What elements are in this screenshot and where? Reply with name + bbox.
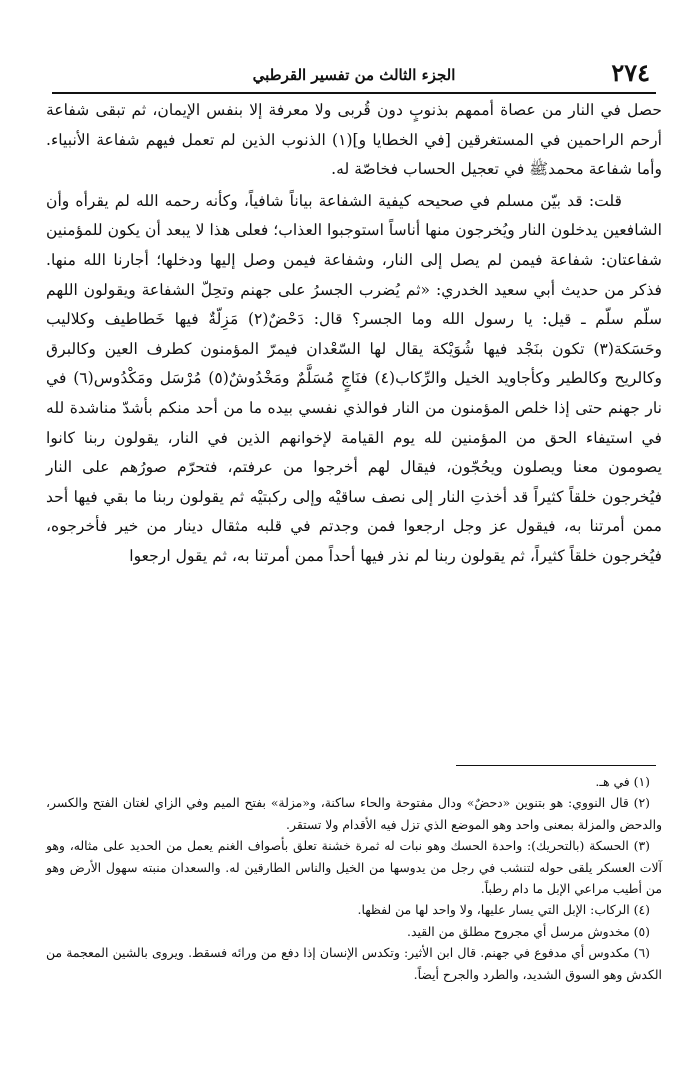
running-title: الجزء الثالث من تفسير القرطبي bbox=[252, 66, 456, 84]
footnote-5: (٥) مخدوش مرسل أي مجروح مطلق من القيد. bbox=[407, 923, 650, 939]
paragraph-2: قلت: قد بيّن مسلم في صحيحه كيفية الشفاعة بياناً شافياً، وكأنه رحمه الله لم يقرأه وأن الشافعين يدخلون النار ويُخرجون منها أناساً استوجبوا العذاب؛ فعلى هذا لا يبعد أن يكون للمؤمنين شفاعتان: شفاعة فيمن لم يصل إلى النار، وشفاعة فيمن وصل إليها ودخلها؛ أجارنا الله منها. فذكر من حديث أبي سعيد الخدري: «ثم يُضرب الجسرُ على جهنم وتحِلّ الشفاعة ويقولون اللهم سلّم سلّم ـ قيل: يا رسول الله وما الجسر؟ قال: دَحْضٌ(٢) مَزِلّةٌ فيها خَطاطيف وكلاليب وحَسَكة(٣) تكون بنَجْد فيها شُوَيْكة يقال لها السّعْدان فيمرّ المؤمنون كطرف العين وكالبرق وكالريح وكالطير وكأجاويد الخيل والرِّكاب(٤) فنَاجٍ مُسَلَّمٌ ومَخْدُوشٌ(٥) مُرْسَل ومَكْدُوس(٦) في نار جهنم حتى إذا خلص المؤمنون من النار فوالذي نفسي بيده ما من أحد منكم بأشدّ مناشدة لله في استيفاء الحق من المؤمنين لله يوم القيامة لإخوانهم الذين في النار، يقولون ربنا كانوا يصومون معنا ويصلون ويحُجّون، فيقال لهم أخرجوا من عرفتم، فتحرّم صورُهم على النار فيُخرجون خلقاً كثيراً قد أخذتِ النار إلى نصف ساقيْه وإلى ركبتيْه ثم يقولون ربنا ما بقي فيها أحد ممن أمرتنا به، فيقول عز وجل ارجعوا فمن وجدتم في قلبه مثقال دينار من خير فأخرجوه، فيُخرجون خلقاً كثيراً، ثم يقولون ربنا لم نذر فيها أحداً ممن أمرتنا به، ثم يقول ارجعوا bbox=[46, 191, 663, 565]
footnote-1: (١) في هـ. bbox=[595, 774, 650, 789]
footnote-6: (٦) مكدوس أي مدفوع في جهنم. قال ابن الأثير: وتكدس الإنسان إذا دفع من ورائه فسقط. ويروى بالشين المعجمة من الكدش وهو السوق الشديد، والطرد والجرح أيضاً. bbox=[46, 945, 662, 982]
page-number: ٢٧٤ bbox=[611, 58, 650, 87]
main-text bbox=[46, 96, 662, 572]
paragraph-1: حصل في النار من عصاة أممهم بذنوبٍ دون قُربى ولا معرفة إلا بنفس الإيمان، ثم تبقى شفاعة أرحم الراحمين في المستغرقين [في الخطايا و](١) الذنوب الذين لم تعمل فيهم شفاعة الأنبياء. وأما شفاعة محمدﷺ في تعجيل الحساب فخاصّة له. bbox=[46, 101, 662, 179]
footnote-3: (٣) الحسكة (بالتحريك): واحدة الحسك وهو نبات له ثمرة خشنة تعلق بأصواف الغنم يعمل من الحديد على مثاله، وهو آلات العسكر يلقى حوله لتنشب في رجل من يدوسها من الخيل والناس الطارقين له. والسعدان منبته سهول الأرض وهو من أطيب مراعي الإبل ما دام رطباً. bbox=[46, 838, 662, 897]
footnotes bbox=[46, 771, 662, 985]
footnote-4: (٤) الركاب: الإبل التي يسار عليها، ولا واحد لها من لفظها. bbox=[357, 902, 650, 918]
footnote-separator bbox=[456, 765, 656, 766]
page-header bbox=[52, 58, 656, 94]
footnote-2: (٢) قال النووي: هو بتنوين «دحضٌ» ودال مفتوحة والحاء ساكنة، و«مزلة» بفتح الميم وفي الزاي لغتان الفتح والكسر، والدحض والمزلة بمعنى واحد وهو الموضع الذي تزل فيه الأقدام ولا تستقر. bbox=[46, 795, 662, 832]
